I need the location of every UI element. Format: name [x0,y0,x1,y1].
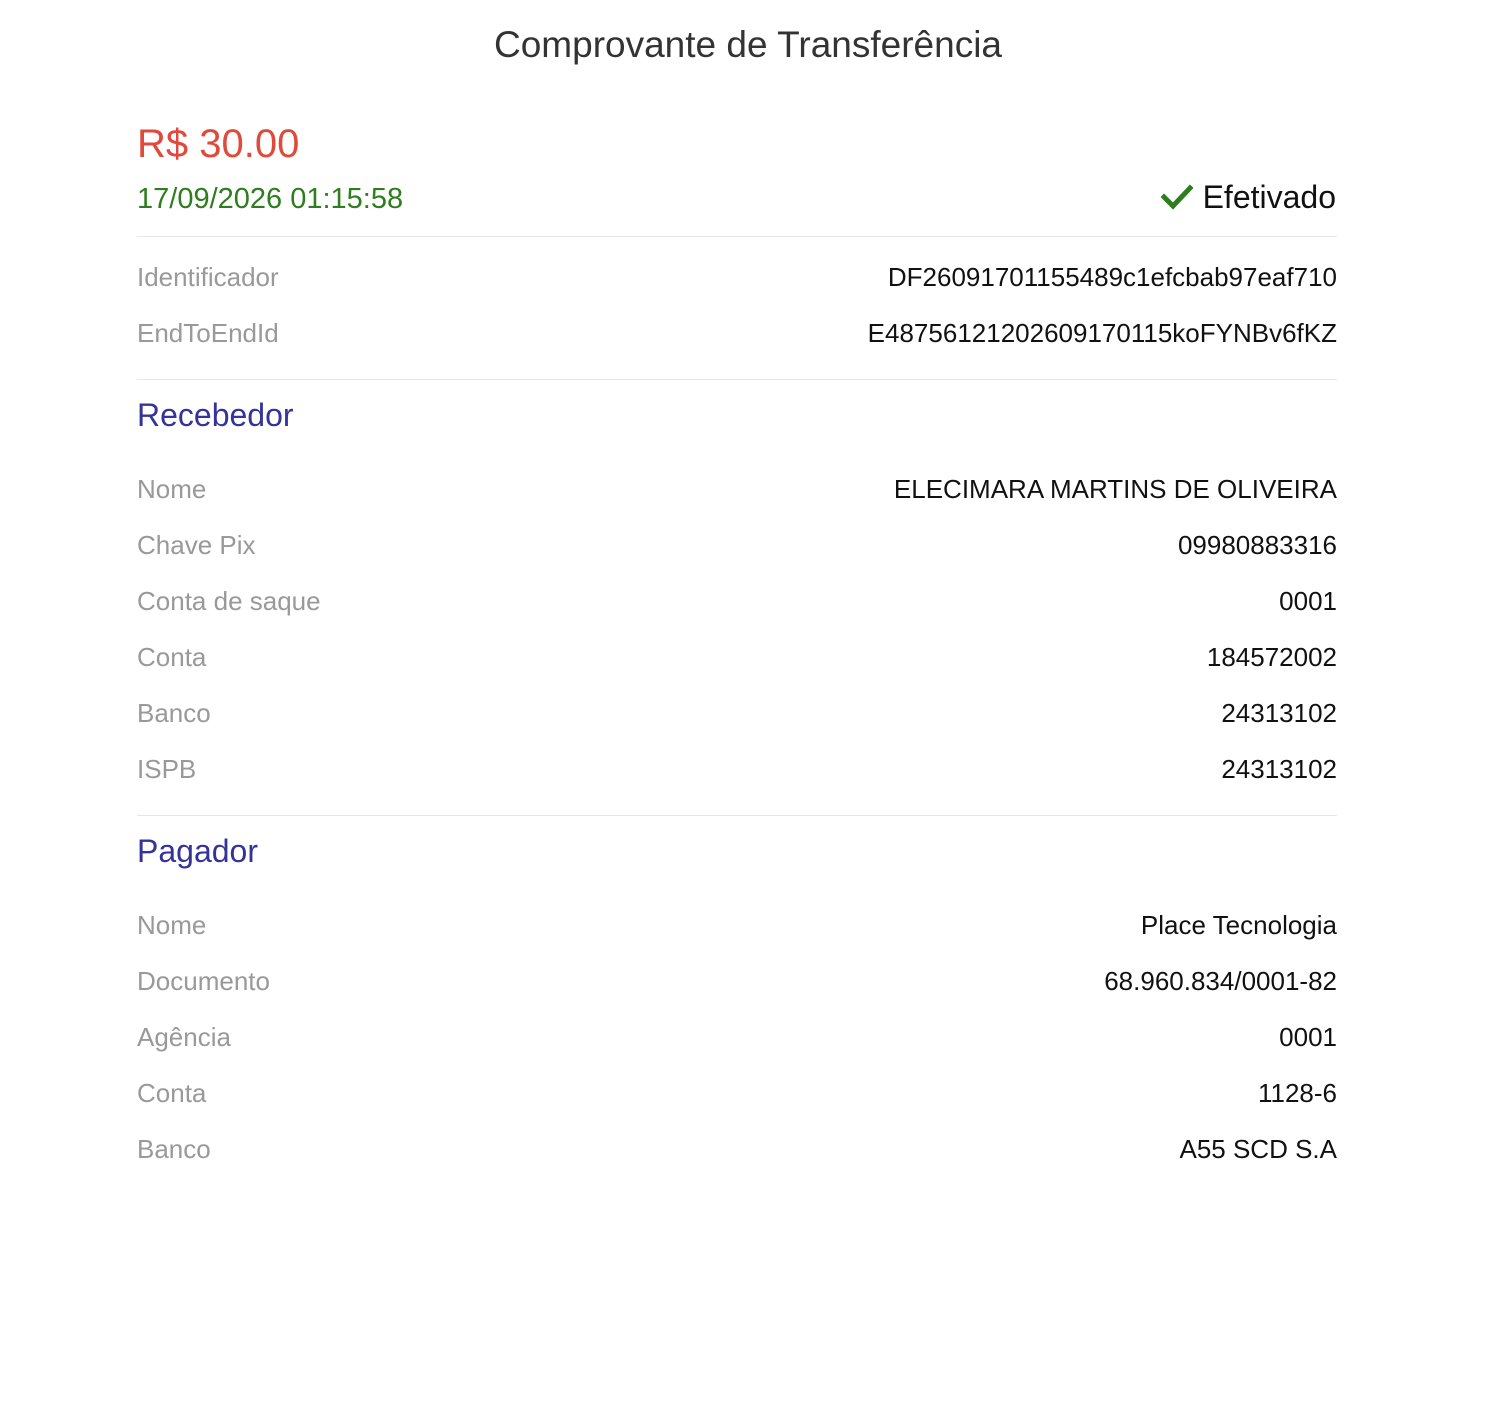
pagador-row [137,961,1337,1001]
pagador-documento-label: Documento [137,965,270,996]
recebedor-conta-saque-label: Conta de saque [137,585,321,616]
endtoend-row [137,313,1337,353]
status-label: Efetivado [1202,179,1336,215]
recebedor-row [137,525,1337,565]
pagador-conta-value: 1128-6 [1257,1077,1337,1108]
pagador-conta-label: Conta [137,1077,207,1108]
pagador-agencia-label: Agência [137,1021,231,1052]
pagador-row [137,905,1337,945]
pagador-section-title: Pagador [137,833,258,869]
recebedor-nome-label: Nome [137,473,207,504]
pagador-banco-value: A55 SCD S.A [1179,1133,1337,1164]
status-badge [1161,175,1336,219]
identificador-value: DF26091701155489c1efcbab97eaf710 [887,261,1337,292]
transfer-datetime: 17/09/2026 01:15:58 [137,183,404,215]
pagador-row [137,1017,1337,1057]
transfer-amount: R$ 30.00 [137,122,300,166]
identificador-label: Identificador [137,261,279,292]
recebedor-nome-value: ELECIMARA MARTINS DE OLIVEIRA [893,473,1337,504]
check-icon [1161,184,1193,210]
pagador-row [137,1129,1337,1169]
recebedor-chave-pix-value: 09980883316 [1177,529,1337,560]
recebedor-banco-label: Banco [137,697,211,728]
recebedor-row [137,749,1337,789]
recebedor-conta-saque-value: 0001 [1279,585,1337,616]
pagador-documento-value: 68.960.834/0001-82 [1104,965,1337,996]
recebedor-section-title: Recebedor [137,397,294,433]
pagador-banco-label: Banco [137,1133,211,1164]
recebedor-row [137,581,1337,621]
divider [137,815,1337,816]
recebedor-ispb-value: 24313102 [1221,753,1337,784]
pagador-nome-value: Place Tecnologia [1140,909,1337,940]
recebedor-row [137,693,1337,733]
page-title: Comprovante de Transferência [494,24,1002,65]
recebedor-chave-pix-label: Chave Pix [137,529,256,560]
endtoend-label: EndToEndId [137,317,279,348]
pagador-nome-label: Nome [137,909,207,940]
endtoend-value: E48756121202609170115koFYNBv6fKZ [867,317,1337,348]
divider [137,236,1337,237]
recebedor-conta-label: Conta [137,641,207,672]
divider [137,379,1337,380]
pagador-agencia-value: 0001 [1279,1021,1337,1052]
recebedor-banco-value: 24313102 [1221,697,1337,728]
pagador-row [137,1073,1337,1113]
recebedor-conta-value: 184572002 [1206,641,1337,672]
recebedor-row [137,469,1337,509]
identificador-row [137,257,1337,297]
recebedor-row [137,637,1337,677]
recebedor-ispb-label: ISPB [137,753,197,784]
